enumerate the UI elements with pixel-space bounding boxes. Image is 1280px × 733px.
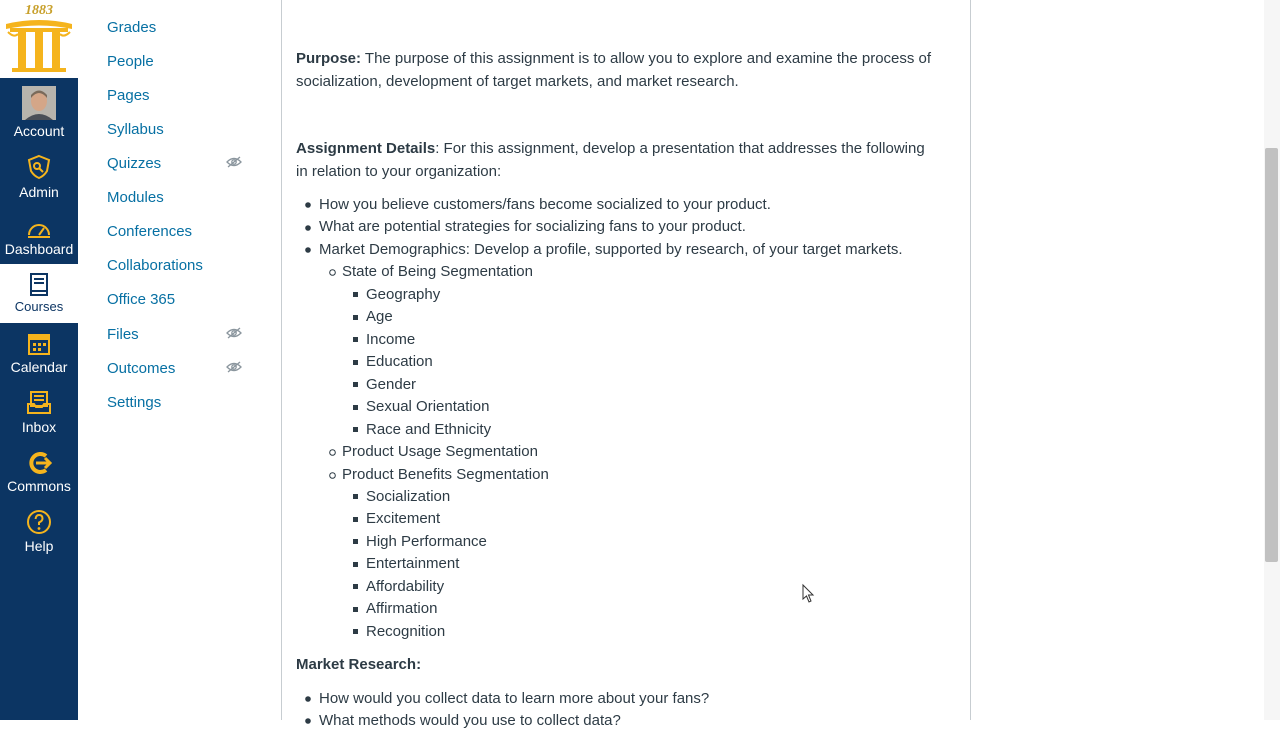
commons-icon [26, 450, 52, 476]
scrollbar-thumb[interactable] [1265, 148, 1278, 562]
bullet-disc [305, 225, 311, 231]
content-divider [281, 0, 282, 720]
bullet-disc [305, 696, 311, 702]
logo-year: 1883 [25, 3, 53, 18]
eye-slash-icon [226, 156, 242, 168]
bullet-square [353, 517, 359, 523]
eye-slash-icon [226, 327, 242, 339]
institution-logo[interactable] [0, 0, 78, 78]
course-nav-quizzes[interactable]: Quizzes [107, 155, 162, 172]
course-nav-people[interactable]: People [107, 53, 154, 70]
list-item: Geography [366, 286, 441, 303]
course-nav-outcomes[interactable]: Outcomes [107, 360, 176, 377]
book-icon [26, 272, 52, 298]
course-nav-collaborations[interactable]: Collaborations [107, 257, 203, 274]
bullet-square [353, 382, 359, 388]
details-text: : For this assignment, develop a presentation that addresses the following in relation to your organization: [296, 140, 925, 180]
bullet-disc [305, 202, 311, 208]
list-item: Product Usage Segmentation [342, 443, 538, 460]
bullet-square [353, 315, 359, 321]
mouse-cursor-icon [802, 584, 816, 604]
global-nav-label: Inbox [21, 419, 57, 435]
list-item: Product Benefits Segmentation [342, 466, 549, 483]
course-nav-conferences[interactable]: Conferences [107, 223, 193, 240]
bullet-square [353, 584, 359, 590]
bullet-square [353, 629, 359, 635]
list-item: Income [366, 331, 416, 348]
course-nav-files[interactable]: Files [107, 326, 139, 343]
global-nav-help[interactable] [0, 507, 78, 566]
bullet-circle [329, 449, 336, 456]
global-nav-calendar[interactable] [0, 328, 78, 387]
list-item: State of Being Segmentation [342, 263, 533, 280]
course-navigation [78, 0, 281, 720]
purpose-paragraph [296, 48, 936, 93]
purpose-text: The purpose of this assignment is to allow you to explore and examine the process of socialization, development of target markets, and market research. [296, 50, 932, 90]
list-item: Market Demographics: Develop a profile, supported by research, of your target markets. [319, 241, 903, 258]
help-icon [26, 509, 52, 535]
global-nav-label: Help [24, 538, 54, 554]
content-divider [970, 0, 971, 720]
inbox-icon [26, 390, 52, 416]
list-item: Excitement [366, 510, 441, 527]
list-item: What are potential strategies for socializing fans to your product. [319, 218, 746, 235]
global-nav-label: Admin [19, 184, 59, 200]
market-research-heading: Market Research: [296, 656, 422, 673]
course-nav-office-365[interactable]: Office 365 [107, 291, 176, 308]
global-navigation [0, 0, 78, 720]
bullet-square [353, 292, 359, 298]
global-nav-label: Account [13, 123, 65, 139]
course-nav-syllabus[interactable]: Syllabus [107, 121, 164, 138]
course-nav-settings[interactable]: Settings [107, 394, 162, 411]
avatar [22, 86, 56, 120]
eye-slash-icon [226, 361, 242, 373]
bullet-square [353, 539, 359, 545]
list-item: Race and Ethnicity [366, 421, 492, 438]
global-nav-inbox[interactable] [0, 388, 78, 447]
list-item: What methods would you use to collect data? [319, 712, 621, 729]
global-nav-commons[interactable] [0, 448, 78, 507]
bullet-circle [329, 472, 336, 479]
global-nav-admin[interactable] [0, 150, 78, 209]
course-nav-pages[interactable]: Pages [107, 87, 150, 104]
global-nav-label: Commons [7, 478, 71, 494]
list-item: How would you collect data to learn more about your fans? [319, 690, 710, 707]
bullet-square [353, 337, 359, 343]
course-nav-modules[interactable]: Modules [107, 189, 164, 206]
list-item: Affordability [366, 578, 445, 595]
speedometer-icon [26, 217, 52, 243]
list-item: High Performance [366, 533, 487, 550]
list-item: Socialization [366, 488, 451, 505]
bullet-square [353, 562, 359, 568]
bullet-square [353, 405, 359, 411]
global-nav-label: Calendar [10, 359, 68, 375]
global-nav-courses[interactable] [0, 264, 78, 323]
bullet-circle [329, 269, 336, 276]
list-item: Sexual Orientation [366, 398, 490, 415]
bullet-square [353, 427, 359, 433]
shield-icon [26, 154, 52, 180]
list-item: How you believe customers/fans become socialized to your product. [319, 196, 771, 213]
bullet-square [353, 494, 359, 500]
bullet-disc [305, 247, 311, 253]
global-nav-account[interactable] [0, 78, 78, 137]
bullet-square [353, 607, 359, 613]
global-nav-label: Dashboard [4, 241, 74, 257]
details-label: Assignment Details [296, 140, 436, 157]
calendar-icon [26, 331, 52, 357]
list-item: Gender [366, 376, 417, 393]
list-item: Entertainment [366, 555, 460, 572]
columns-logo-icon [4, 16, 74, 74]
list-item: Education [366, 353, 433, 370]
list-item: Affirmation [366, 600, 438, 617]
course-nav-grades[interactable]: Grades [107, 19, 157, 36]
list-item: Age [366, 308, 393, 325]
bullet-square [353, 360, 359, 366]
purpose-label: Purpose: [296, 50, 362, 67]
list-item: Recognition [366, 623, 446, 640]
details-paragraph [296, 138, 936, 183]
bullet-disc [305, 718, 311, 724]
global-nav-label: Courses [14, 299, 64, 314]
